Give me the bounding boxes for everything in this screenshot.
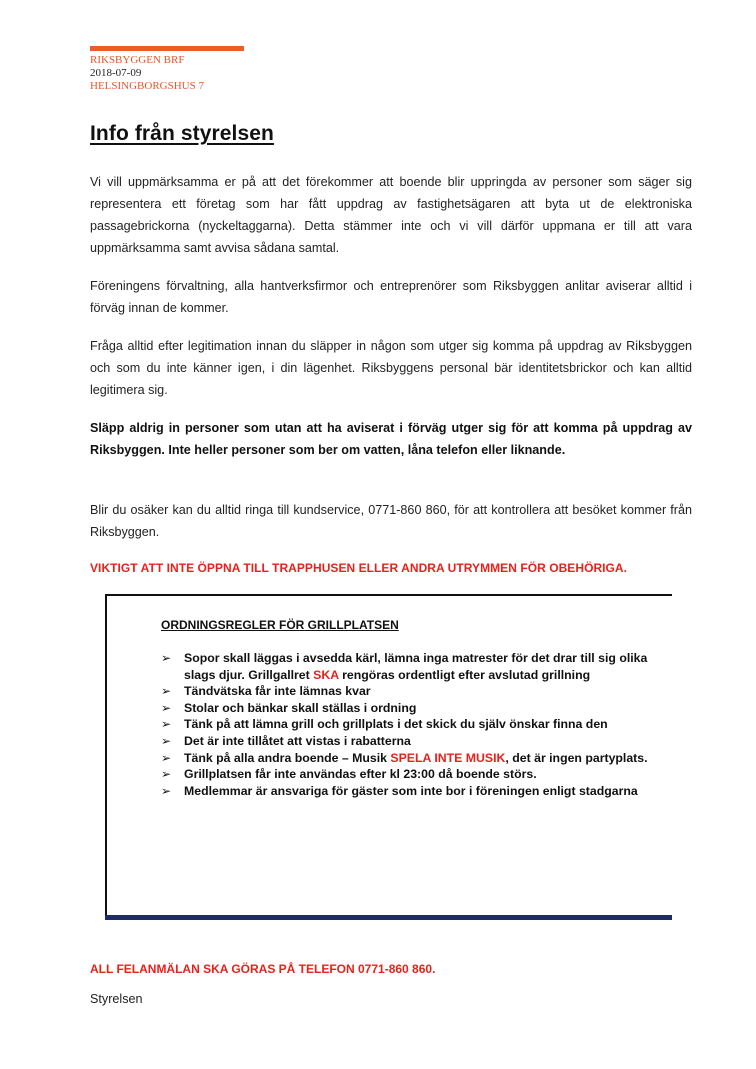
grill-rule-item [160, 766, 655, 783]
fault-report-notice: ALL FELANMÄLAN SKA GÖRAS PÅ TELEFON 0771-860 860. [90, 962, 436, 976]
header-accent-bar [90, 46, 244, 51]
grill-rules-title: ORDNINGSREGLER FÖR GRILLPLATSEN [161, 618, 399, 632]
arrow-bullet-icon: ➢ [161, 717, 172, 732]
grill-rule-text: Stolar och bänkar skall ställas i ordning [184, 700, 417, 715]
paragraph-customer-service: Blir du osäker kan du alltid ringa till kundservice, 0771-860 860, för att kontrollera att besöket kommer från Riksbyggen. [90, 503, 692, 539]
arrow-bullet-icon: ➢ [161, 767, 172, 782]
warning-stairwells: VIKTIGT ATT INTE ÖPPNA TILL TRAPPHUSEN ELLER ANDRA UTRYMMEN FÖR OBEHÖRIGA. [90, 561, 628, 575]
page-title: Info från styrelsen [90, 122, 274, 145]
arrow-bullet-icon: ➢ [161, 700, 172, 715]
grill-rules-box [105, 594, 672, 920]
rules-box-top-border [105, 594, 672, 596]
signature: Styrelsen [90, 992, 143, 1006]
grill-rule-text: Det är inte tillåtet att vistas i rabatterna [184, 733, 411, 748]
rules-box-left-border [105, 594, 107, 920]
grill-rule-item [160, 783, 655, 800]
grill-rule-text: Medlemmar är ansvariga för gäster som inte bor i föreningen enligt stadgarna [184, 783, 638, 798]
grill-rule-text: Tändvätska får inte lämnas kvar [184, 684, 371, 699]
paragraph-identification: Fråga alltid efter legitimation innan du släpper in någon som utger sig komma på uppdrag av Riksbyggen och som du inte känner igen, i din lägenhet. Riksbyggens personal bär identitetsbrickor och kan alltid legitimera sig. [90, 339, 692, 397]
paragraph-phone-scam: Vi vill uppmärksamma er på att det förekommer att boende blir uppringda av personer som säger sig representera ett företag som har fått uppdrag av fastighetsägaren att byta ut de elektroniska passagebrickorna (nyckeltaggarna). Detta stämmer inte och vi vill därför uppmana er till att vara uppmärksamma samt avvisa sådana samtal. [90, 175, 692, 255]
arrow-bullet-icon: ➢ [161, 783, 172, 798]
grill-rule-item [160, 683, 655, 700]
grill-rule-text: Grillplatsen får inte användas efter kl 23:00 då boende störs. [184, 767, 537, 782]
grill-rule-emphasis: SPELA INTE MUSIK [390, 750, 506, 765]
grill-rule-text: Tänk på alla andra boende – Musik [184, 750, 391, 765]
document-date: 2018-07-09 [90, 67, 142, 79]
grill-rule-item [160, 700, 655, 717]
grill-rule-item [160, 750, 655, 767]
paragraph-contractors: Föreningens förvaltning, alla hantverksfirmor och entreprenörer som Riksbyggen anlitar aviserar alltid i förväg innan de kommer. [90, 279, 692, 315]
arrow-bullet-icon: ➢ [161, 651, 172, 665]
grill-rule-text-continued: , det är ingen partyplats. [505, 750, 648, 765]
grill-rule-emphasis: SKA [313, 667, 339, 682]
grill-rules-list [160, 650, 655, 799]
rules-box-bottom-bar [105, 915, 672, 920]
arrow-bullet-icon: ➢ [161, 684, 172, 699]
arrow-bullet-icon: ➢ [161, 733, 172, 748]
paragraph-do-not-admit: Släpp aldrig in personer som utan att ha aviserat i förväg utger sig för att komma på uppdrag av Riksbyggen. Inte heller personer som ber om vatten, låna telefon eller liknande. [90, 421, 692, 457]
grill-rule-item [160, 716, 655, 733]
grill-rule-text-continued: rengöras ordentligt efter avslutad grillning [338, 667, 591, 682]
org-name: RIKSBYGGEN BRF [90, 54, 185, 66]
grill-rule-item [160, 733, 655, 750]
arrow-bullet-icon: ➢ [161, 750, 172, 765]
grill-rule-text: Sopor skall läggas i avsedda kärl, lämna inga matrester för det drar till sig olika slags djur. Grillgallret [184, 651, 648, 682]
building-name: HELSINGBORGSHUS 7 [90, 80, 204, 92]
grill-rule-item [160, 650, 655, 683]
grill-rule-text: Tänk på att lämna grill och grillplats i det skick du själv önskar finna den [184, 717, 608, 732]
